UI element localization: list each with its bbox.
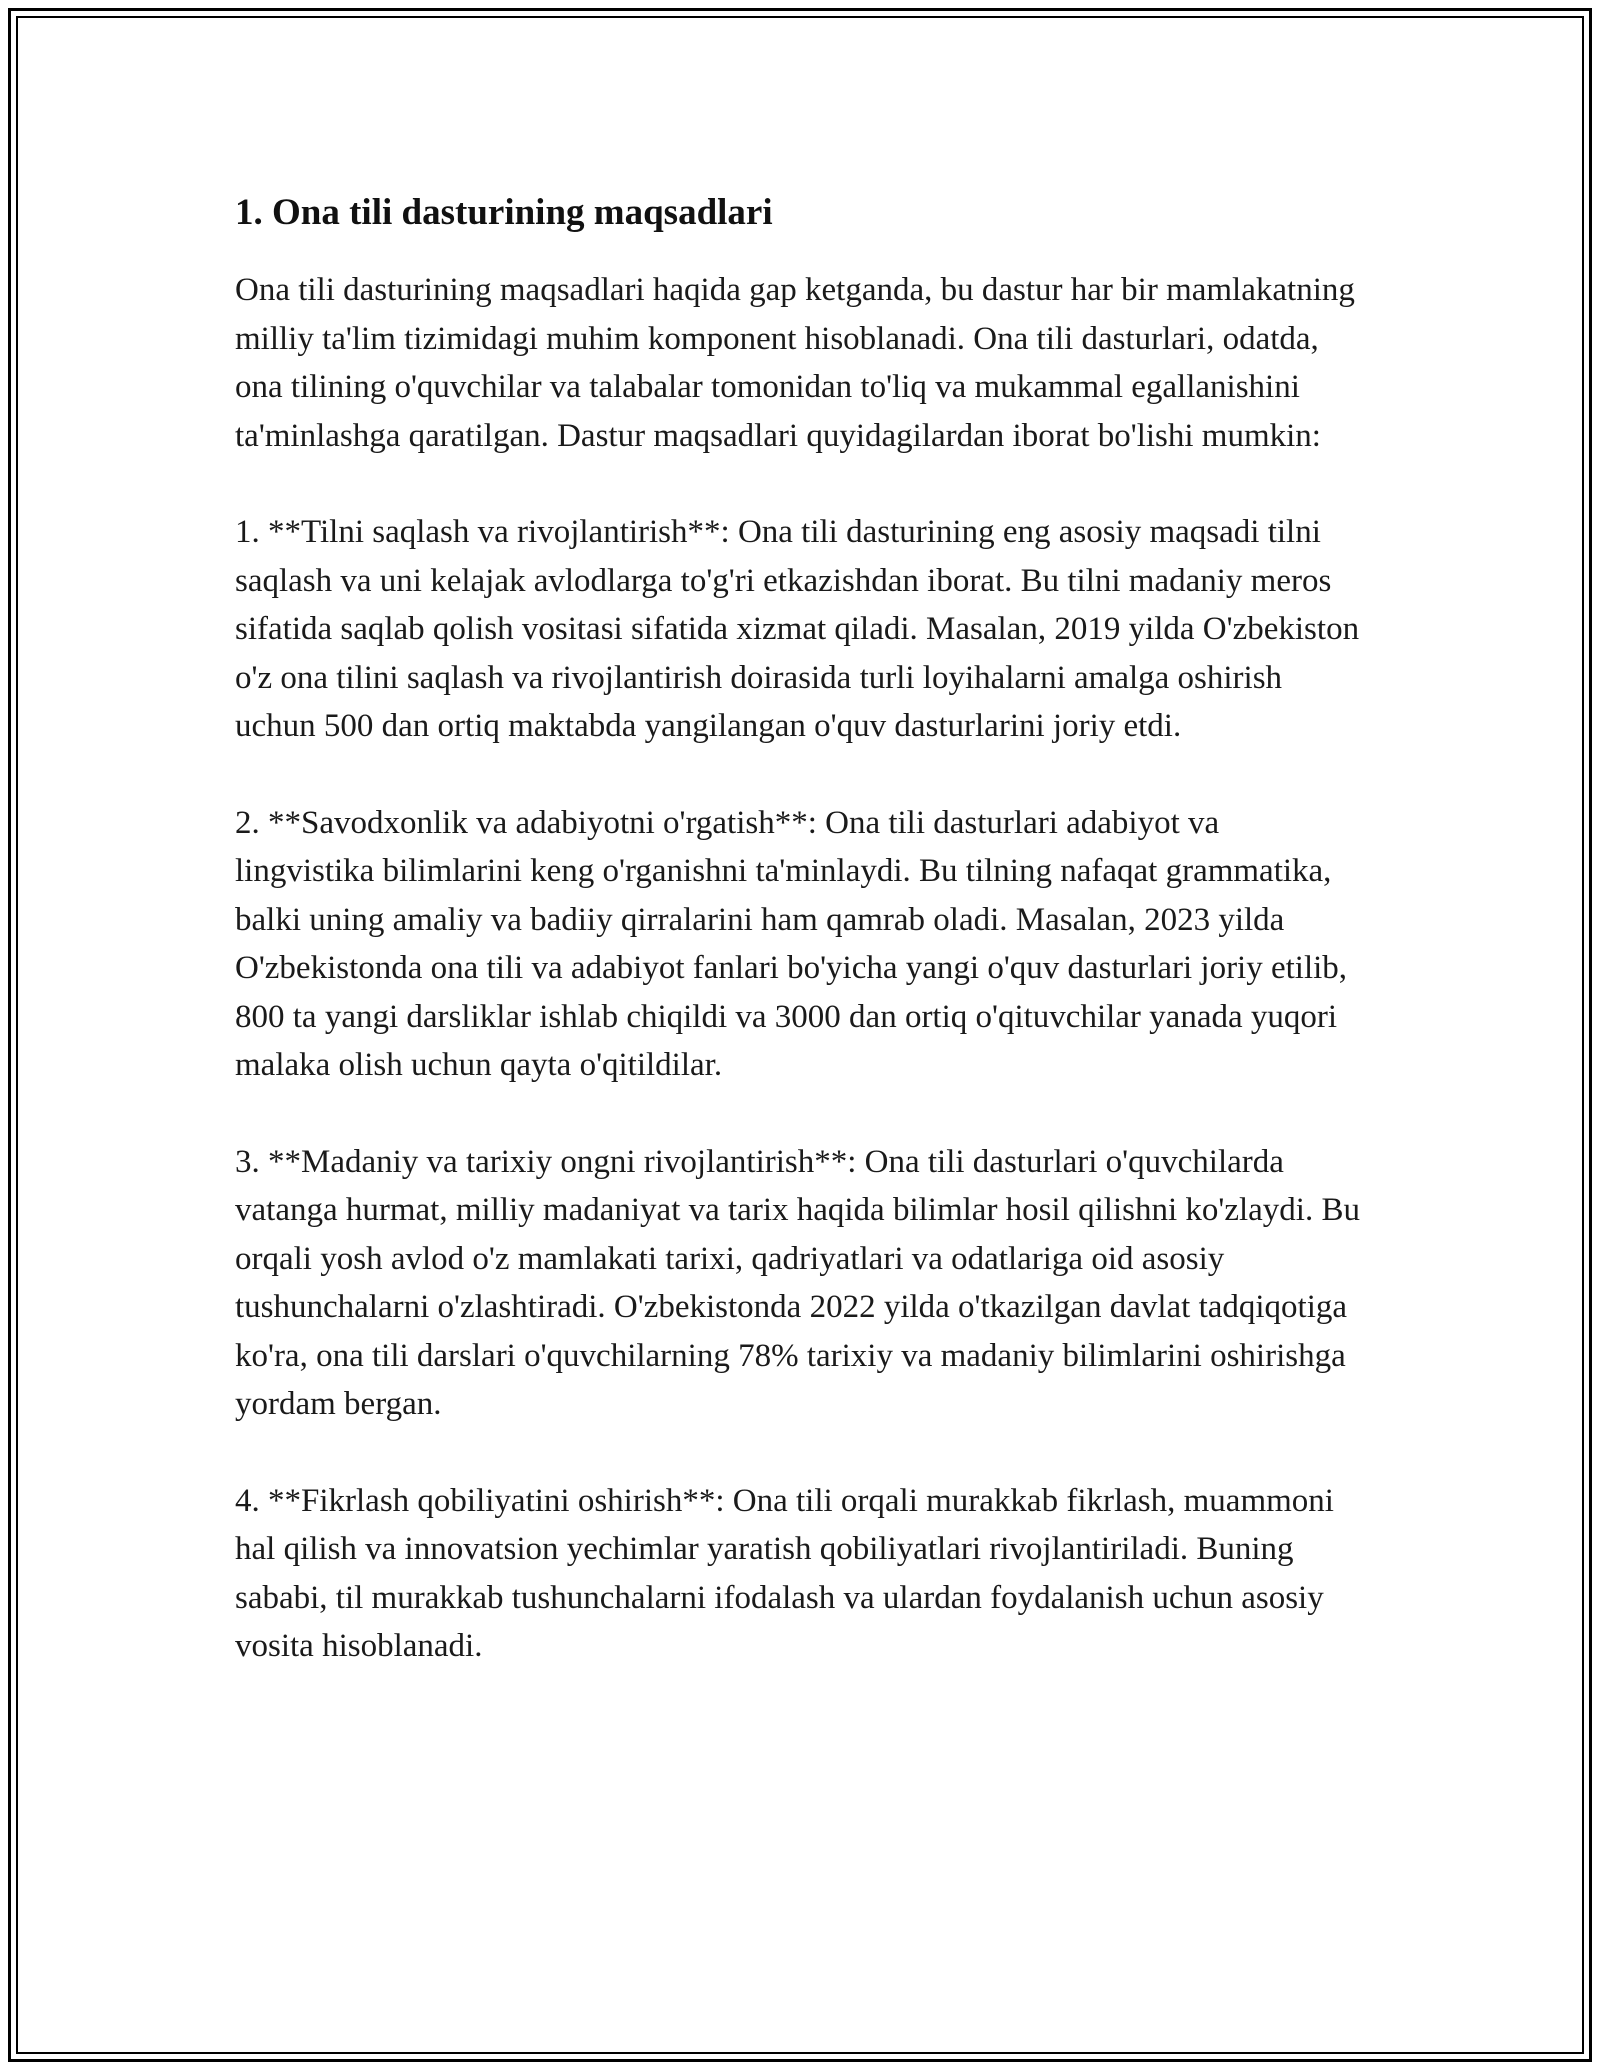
list-item-2-paragraph: 2. **Savodxonlik va adabiyotni o'rgatish**: Ona tili dasturlari adabiyot va lingvistika bilimlarini keng o'rganishni ta'minlaydi. Bu tilning nafaqat grammatika, balki uning amaliy va badiiy qirralarini ham qamrab oladi. Masalan, 2023 yilda O'zbekistonda ona tili va adabiyot fanlari bo'yicha yangi o'quv dasturlari joriy etilib, 800 ta yangi darsliklar ishlab chiqildi va 3000 dan ortiq o'qituvchilar yanada yuqori malaka olish uchun qayta o'qitildilar.	[235, 804, 1348, 1083]
list-item-4-paragraph: 4. **Fikrlash qobiliyatini oshirish**: Ona tili orqali murakkab fikrlash, muammoni hal qilish va innovatsion yechimlar yaratish qobiliyatlari rivojlantiriladi. Buning sababi, til murakkab tushunchalarni ifodalash va ulardan foydalanish uchun asosiy vosita hisoblanadi.	[235, 1482, 1334, 1664]
intro-paragraph: Ona tili dasturining maqsadlari haqida gap ketganda, bu dastur har bir mamlakatning milliy ta'lim tizimidagi muhim komponent hisoblanadi. Ona tili dasturlari, odatda, ona tilining o'quvchilar va talabalar tomonidan to'liq va mukammal egallanishini ta'minlashga qaratilgan. Dastur maqsadlari quyidagilardan iborat bo'lishi mumkin:	[235, 272, 1355, 454]
list-item-3-paragraph: 3. **Madaniy va tarixiy ongni rivojlantirish**: Ona tili dasturlari o'quvchilarda vatanga hurmat, milliy madaniyat va tarix haqida bilimlar hosil qilishni ko'zlaydi. Bu orqali yosh avlod o'z mamlakati tarixi, qadriyatlari va odatlariga oid asosiy tushunchalarni o'zlashtiradi. O'zbekistonda 2022 yilda o'tkazilgan davlat tadqiqotiga ko'ra, ona tili darslari o'quvchilarning 78% tarixiy va madaniy bilimlarini oshirishga yordam bergan.	[235, 1143, 1360, 1422]
document-body	[235, 188, 1365, 1719]
list-item-1-paragraph: 1. **Tilni saqlash va rivojlantirish**: Ona tili dasturining eng asosiy maqsadi tilni saqlash va uni kelajak avlodlarga to'g'ri etkazishdan iborat. Bu tilni madaniy meros sifatida saqlab qolish vositasi sifatida xizmat qiladi. Masalan, 2019 yilda O'zbekiston o'z ona tilini saqlash va rivojlantirish doirasida turli loyihalarni amalga oshirish uchun 500 dan ortiq maktabda yangilangan o'quv dasturlarini joriy etdi.	[235, 514, 1360, 744]
section-heading: 1. Ona tili dasturining maqsadlari	[235, 192, 773, 233]
